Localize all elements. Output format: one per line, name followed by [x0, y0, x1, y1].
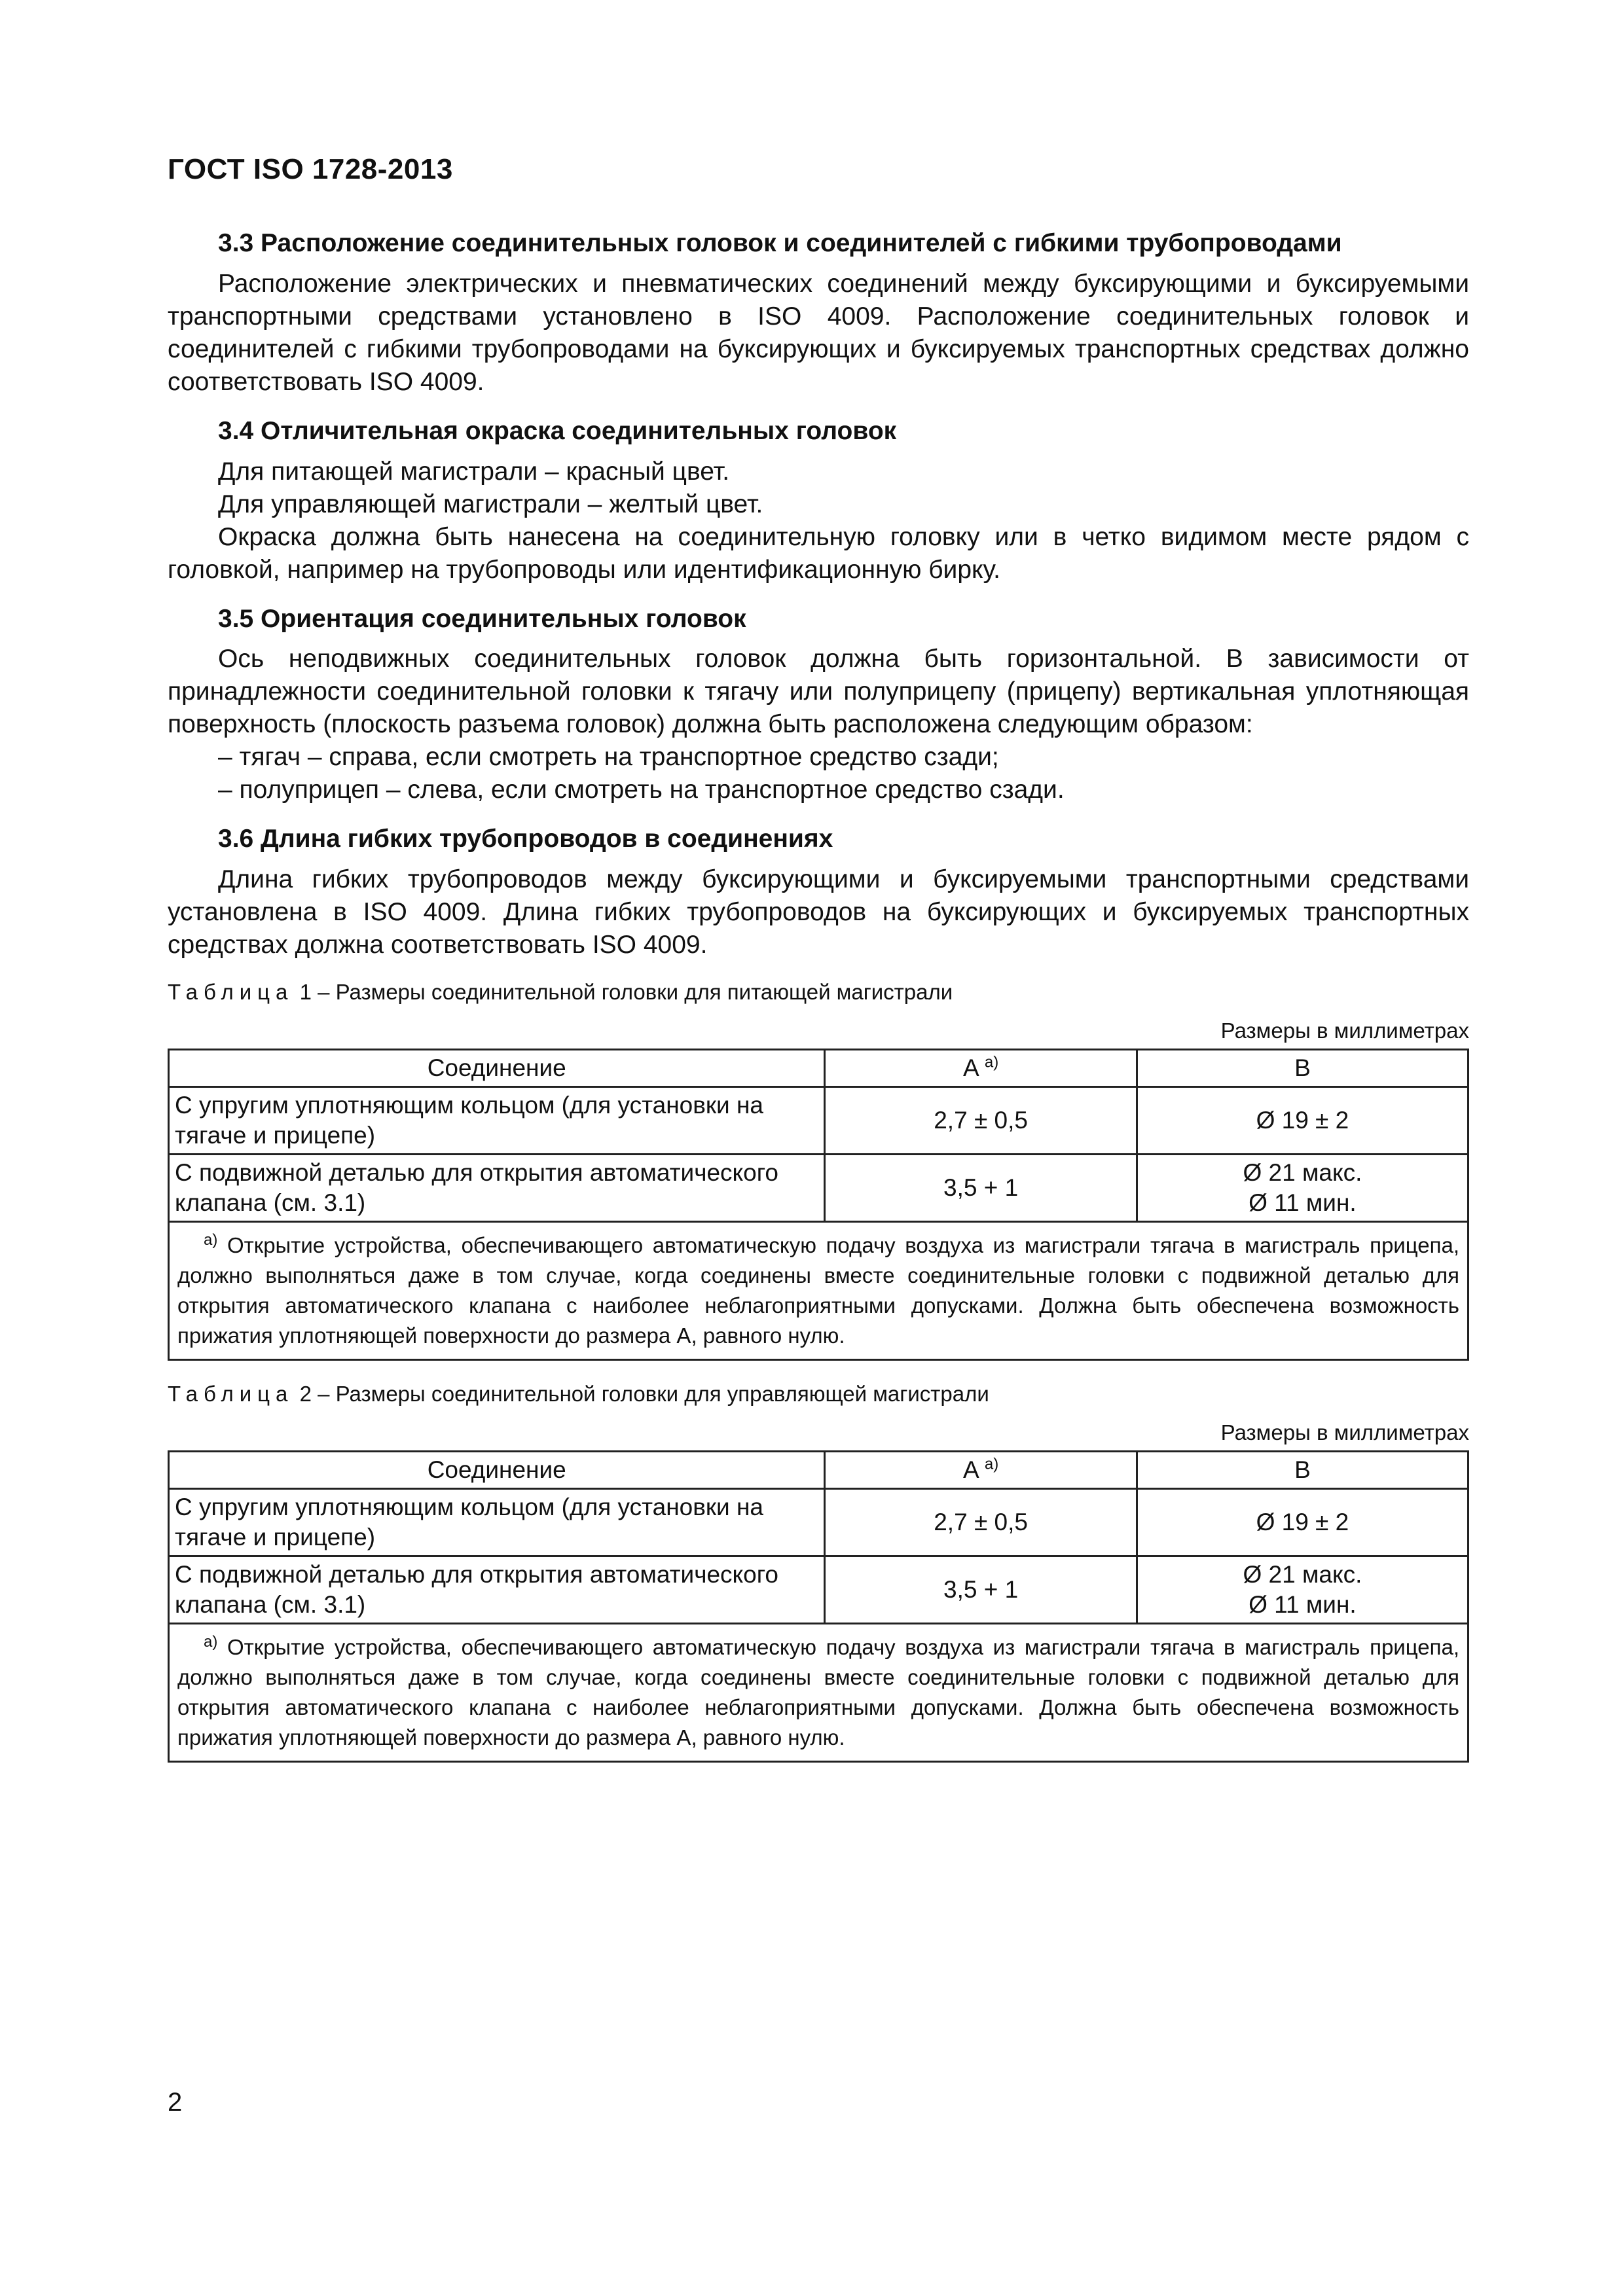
- cell-connection: С подвижной деталью для открытия автоматического клапана (см. 3.1): [169, 1154, 825, 1221]
- table-row: [169, 1154, 1468, 1221]
- page-number: 2: [168, 2088, 183, 2117]
- section-3-4: [168, 416, 1469, 586]
- document-code-header: ГОСТ ISO 1728-2013: [168, 153, 453, 185]
- section-paragraph: Длина гибких трубопроводов между буксирующими и буксируемыми транспортными средствами установлена в ISO 4009. Длина гибких трубопроводов на буксирующих и буксируемых транспортных средствах должна соответствовать ISO 4009.: [168, 865, 1469, 959]
- column-header-connection: Соединение: [169, 1451, 825, 1488]
- cell-b: Ø 19 ± 2: [1137, 1086, 1468, 1154]
- table-2: [168, 1450, 1469, 1763]
- section-paragraph: Окраска должна быть нанесена на соединительную головку или в четко видимом месте рядом с головкой, например на трубопроводы или идентификационную бирку.: [168, 522, 1469, 584]
- cell-a: 2,7 ± 0,5: [825, 1488, 1137, 1556]
- table-title: – Размеры соединительной головки для управляющей магистрали: [318, 1381, 989, 1406]
- cell-a: 3,5 + 1: [825, 1154, 1137, 1221]
- table-units: Размеры в миллиметрах: [1220, 1420, 1469, 1444]
- cell-b: [1137, 1556, 1468, 1623]
- column-header-b: B: [1137, 1049, 1468, 1086]
- table-2-caption: [168, 1380, 1469, 1408]
- section-title: 3.6 Длина гибких трубопроводов в соединениях: [218, 825, 833, 853]
- table-row: [169, 1086, 1468, 1154]
- cell-connection: С подвижной деталью для открытия автоматического клапана (см. 3.1): [169, 1556, 825, 1623]
- column-header-b: B: [1137, 1451, 1468, 1488]
- table-number: 1: [299, 980, 312, 1004]
- table-title: – Размеры соединительной головки для питающей магистрали: [318, 980, 953, 1004]
- cell-b-max: Ø 21 макс.: [1243, 1560, 1362, 1588]
- page-content: [168, 228, 1469, 1782]
- cell-b: Ø 19 ± 2: [1137, 1488, 1468, 1556]
- cell-b-max: Ø 21 макс.: [1243, 1158, 1362, 1186]
- section-paragraph: Для питающей магистрали – красный цвет.: [218, 457, 730, 486]
- section-3-6: [168, 823, 1469, 961]
- list-item-semitrailer: – полуприцеп – слева, если смотреть на транспортное средство сзади.: [218, 776, 1065, 804]
- cell-connection: С упругим уплотняющим кольцом (для установки на тягаче и прицепе): [169, 1086, 825, 1154]
- section-title: 3.5 Ориентация соединительных головок: [218, 604, 746, 633]
- cell-b-min: Ø 11 мин.: [1249, 1590, 1357, 1618]
- table-number: 2: [299, 1381, 312, 1406]
- column-header-a: A $^{а)}$: [825, 1049, 1137, 1086]
- cell-connection: С упругим уплотняющим кольцом (для установки на тягаче и прицепе): [169, 1488, 825, 1556]
- cell-a: 3,5 + 1: [825, 1556, 1137, 1623]
- table-row: [169, 1556, 1468, 1623]
- cell-b-min: Ø 11 мин.: [1249, 1189, 1357, 1216]
- list-item-tractor: – тягач – справа, если смотреть на транспортное средство сзади;: [218, 743, 999, 772]
- table-units: Размеры в миллиметрах: [1220, 1018, 1469, 1043]
- section-title: 3.4 Отличительная окраска соединительных головок: [218, 416, 897, 445]
- table-footnote: $^{а)}$ Открытие устройства, обеспечивающего автоматическую подачу воздуха из магистрали тягача в магистраль прицепа, должно выполняться даже в том случае, когда соединены вместе соединительные головки с подвижной деталью для открытия автоматического клапана с наиболее неблагоприятными допусками. Должна быть обеспечена возможность прижатия уплотняющей поверхности до размера А, равного нулю.: [169, 1623, 1468, 1761]
- table-1-caption: [168, 978, 1469, 1007]
- table-note-row: [169, 1623, 1468, 1761]
- column-header-a: A $^{а)}$: [825, 1451, 1137, 1488]
- section-paragraph: Ось неподвижных соединительных головок должна быть горизонтальной. В зависимости от принадлежности соединительной головки к тягачу или полуприцепу (прицепу) вертикальная уплотняющая поверхность (плоскость разъема головок) должна быть расположена следующим образом:: [168, 645, 1469, 739]
- table-header-row: [169, 1451, 1468, 1488]
- section-paragraph: Для управляющей магистрали – желтый цвет.: [218, 490, 763, 518]
- table-label: Таблица: [168, 980, 294, 1004]
- table-footnote: $^{а)}$ Открытие устройства, обеспечивающего автоматическую подачу воздуха из магистрали тягача в магистраль прицепа, должно выполняться даже в том случае, когда соединены вместе соединительные головки с подвижной деталью для открытия автоматического клапана с наиболее неблагоприятными допусками. Должна быть обеспечена возможность прижатия уплотняющей поверхности до размера А, равного нулю.: [169, 1221, 1468, 1359]
- section-paragraph: Расположение электрических и пневматических соединений между буксирующими и буксируемыми транспортными средствами установлено в ISO 4009. Расположение соединительных головок и соединителей с гибкими трубопроводами на буксирующих и буксируемых транспортных средствах должно соответствовать ISO 4009.: [168, 269, 1469, 396]
- column-header-connection: Соединение: [169, 1049, 825, 1086]
- section-title: 3.3 Расположение соединительных головок и соединителей с гибкими трубопроводами: [218, 229, 1342, 257]
- table-note-row: [169, 1221, 1468, 1359]
- table-row: [169, 1488, 1468, 1556]
- table-header-row: [169, 1049, 1468, 1086]
- table-label: Таблица: [168, 1381, 294, 1406]
- section-3-3: [168, 228, 1469, 399]
- table-1: [168, 1049, 1469, 1361]
- section-3-5: [168, 603, 1469, 807]
- cell-b: [1137, 1154, 1468, 1221]
- cell-a: 2,7 ± 0,5: [825, 1086, 1137, 1154]
